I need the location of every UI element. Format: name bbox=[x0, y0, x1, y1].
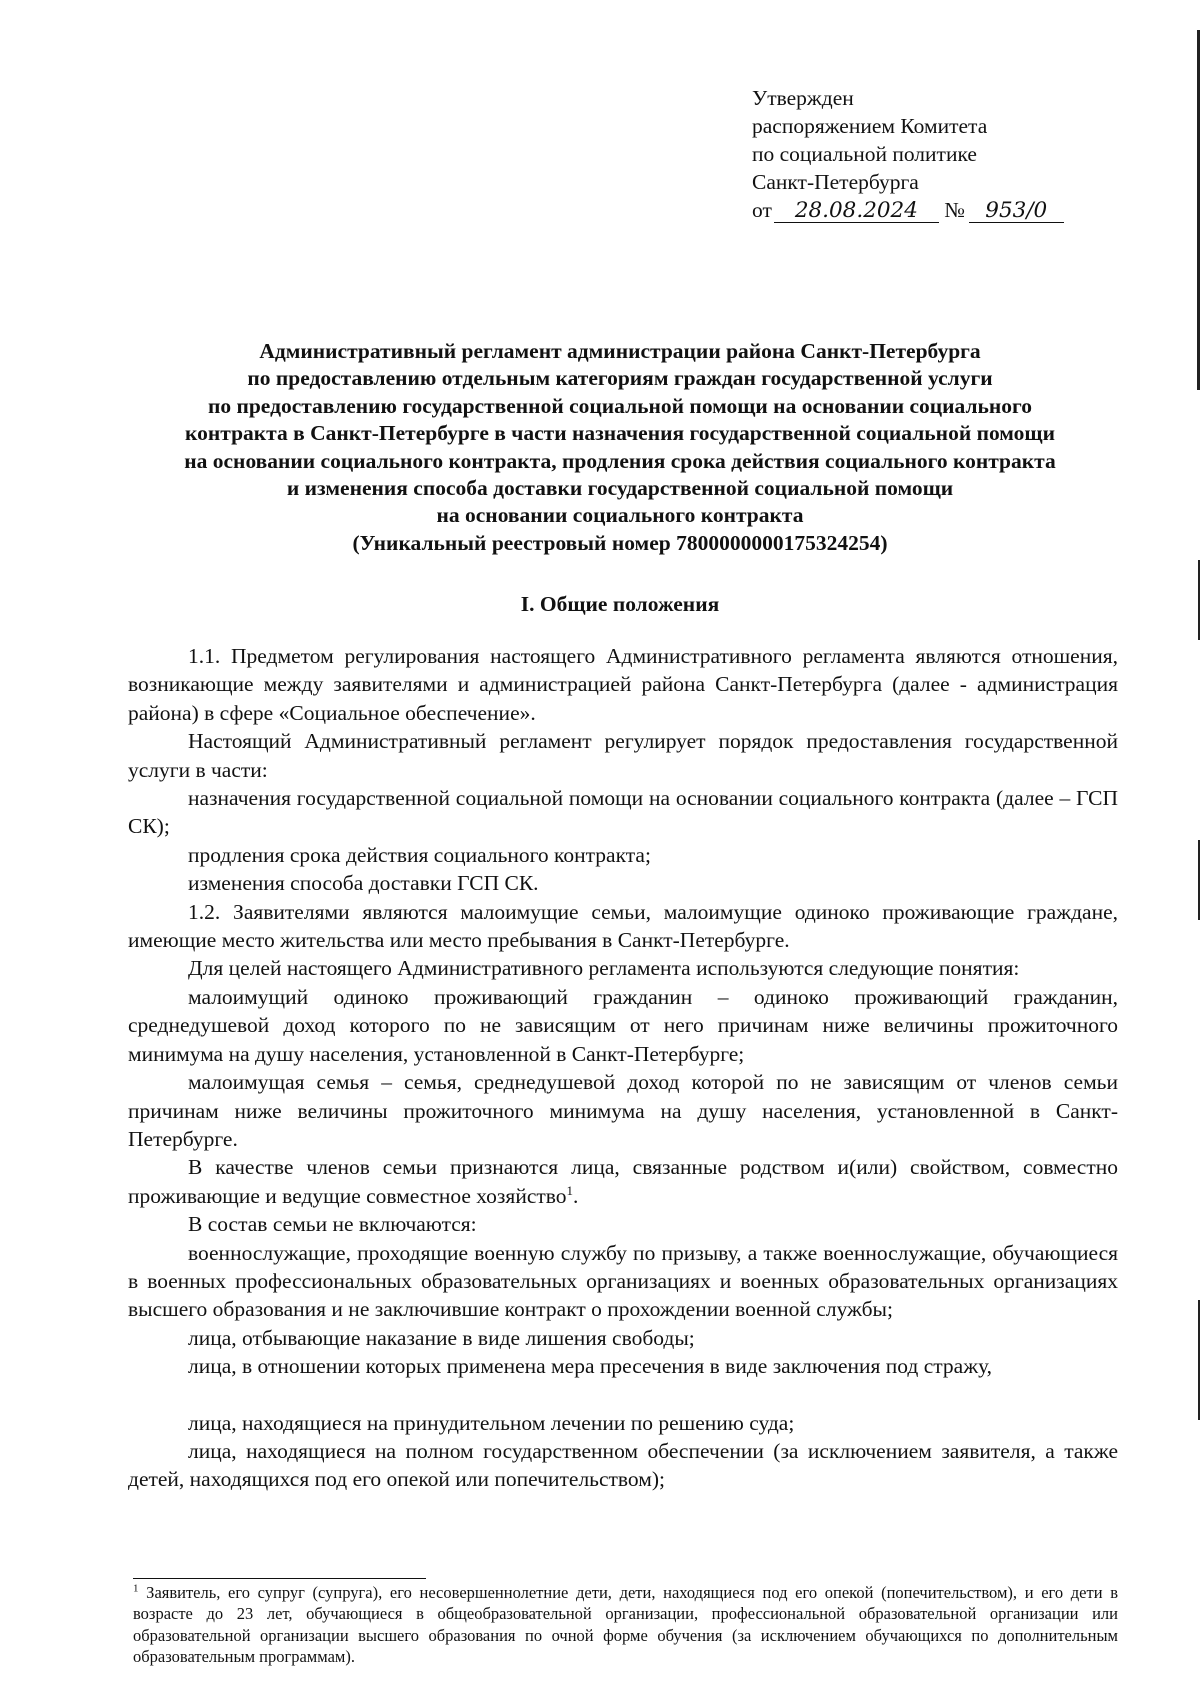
approval-line: распоряжением Комитета bbox=[752, 114, 988, 138]
footnote-separator bbox=[133, 1578, 426, 1579]
paragraph: лица, отбывающие наказание в виде лишения свободы; bbox=[188, 1325, 695, 1350]
title-line: контракта в Санкт-Петербурге в части назначения государственной социальной помощи bbox=[185, 421, 1055, 446]
approval-date-line bbox=[752, 196, 1064, 224]
paragraph: лица, в отношении которых применена мера пресечения в виде заключения под стражу, bbox=[188, 1354, 993, 1379]
body-text bbox=[128, 642, 1118, 1494]
paragraph: военнослужащие, проходящие военную службу по призыву, а также военнослужащие, обучающиеся в военных профессиональных образовательных организациях и военных образовательных организациях высшего образования и не заключившие контракт о прохождении военной службы; bbox=[128, 1240, 1118, 1322]
approval-stamp-block bbox=[752, 84, 1064, 224]
title-line: Административный регламент администрации района Санкт-Петербурга bbox=[259, 339, 981, 363]
paragraph: 1.1. Предметом регулирования настоящего Административного регламента являются отношения, возникающие между заявителями и администрацией района Санкт-Петербурга (далее - администрация района) в сфере «Социальное обеспечение». bbox=[128, 644, 1118, 725]
paragraph-text: В качестве членов семьи признаются лица, связанные родством и(или) свойством, совместно проживающие и ведущие совместное хозяйство bbox=[128, 1155, 1118, 1208]
paragraph: изменения способа доставки ГСП СК. bbox=[188, 871, 539, 896]
title-line: на основании социального контракта bbox=[436, 503, 804, 528]
paragraph: В состав семьи не включаются: bbox=[188, 1212, 477, 1237]
handwritten-date: 28.08.2024 bbox=[774, 200, 939, 223]
paragraph: назначения государственной социальной помощи на основании социального контракта (далее – ГСП СК); bbox=[128, 786, 1118, 839]
paragraph-end: . bbox=[573, 1183, 579, 1208]
handwritten-number: 953/0 bbox=[969, 200, 1064, 223]
title-line: по предоставлению отдельным категориям граждан государственной услуги bbox=[247, 366, 993, 391]
paragraph: продления срока действия социального контракта; bbox=[188, 842, 651, 867]
footnote bbox=[133, 1582, 1118, 1667]
paragraph-with-footnote bbox=[128, 1153, 1118, 1210]
date-prefix: от bbox=[752, 198, 772, 222]
title-line: по предоставлению государственной социальной помощи на основании социального bbox=[207, 393, 1033, 418]
title-line: на основании социального контракта, продления срока действия социального контракта bbox=[184, 448, 1056, 473]
number-prefix: № bbox=[944, 198, 965, 222]
paragraph: Настоящий Административный регламент регулирует порядок предоставления государственной услуги в части: bbox=[128, 729, 1118, 782]
footnote-marker: 1 bbox=[133, 1582, 139, 1595]
approval-line: Санкт-Петербурга bbox=[752, 170, 919, 194]
paragraph: малоимущий одиноко проживающий гражданин – одиноко проживающий гражданин, среднедушевой доход которого по не зависящим от него причинам ниже величины прожиточного минимума на душу населения, установленной в Санкт-Петербурге; bbox=[128, 984, 1118, 1066]
footnote-text: Заявитель, его супруг (супруга), его несовершеннолетние дети, дети, находящиеся под его опекой (попечительством), и его дети в возрасте до 23 лет, обучающиеся в общеобразовательной организации, профессиональной образовательной организации или образовательной организации высшего образования по очной форме обучения (за исключением обучающихся по дополнительным образовательным программам). bbox=[133, 1583, 1119, 1666]
approval-line: Утвержден bbox=[752, 86, 854, 110]
footnote-reference: 1 bbox=[566, 1182, 574, 1198]
document-title bbox=[118, 338, 1122, 557]
paragraph: лица, находящиеся на полном государственном обеспечении (за исключением заявителя, а также детей, находящихся под его опекой или попечительством); bbox=[128, 1438, 1118, 1492]
title-line: и изменения способа доставки государственной социальной помощи bbox=[286, 476, 954, 501]
section-heading: I. Общие положения bbox=[520, 592, 720, 616]
paragraph: лица, находящиеся на принудительном лечении по решению суда; bbox=[188, 1410, 795, 1435]
paragraph: малоимущая семья – семья, среднедушевой доход которой по не зависящим от членов семьи причинам ниже величины прожиточного минимума на душу населения, установленной в Санкт-Петербурге. bbox=[128, 1070, 1118, 1151]
paragraph: 1.2. Заявителями являются малоимущие семьи, малоимущие одиноко проживающие граждане, имеющие место жительства или место пребывания в Санкт-Петербурге. bbox=[128, 899, 1118, 953]
title-registry-number: (Уникальный реестровый номер 7800000000175324254) bbox=[352, 530, 888, 555]
paragraph: Для целей настоящего Административного регламента используются следующие понятия: bbox=[188, 956, 1020, 981]
approval-line: по социальной политике bbox=[752, 142, 977, 166]
